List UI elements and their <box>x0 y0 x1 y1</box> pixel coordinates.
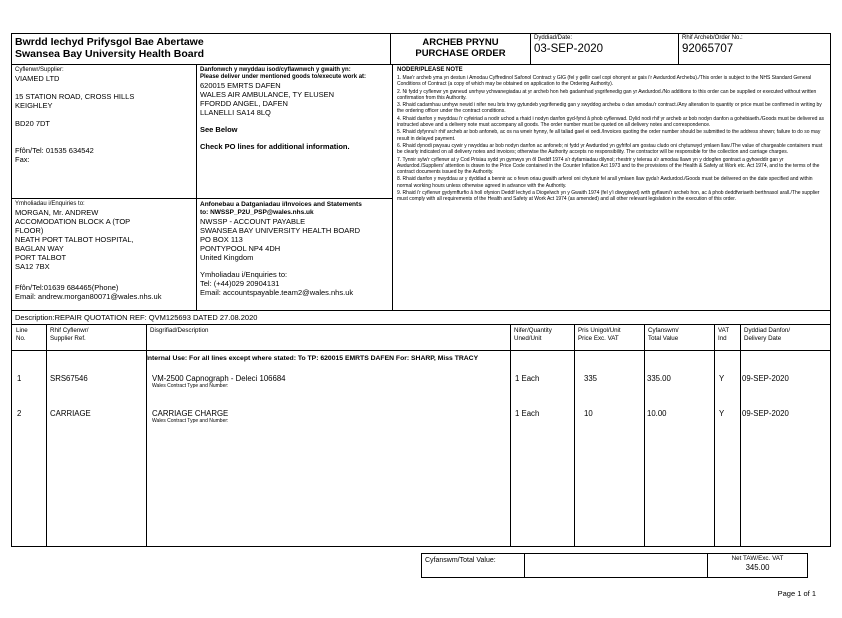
invoices-tel: Tel: (+44)029 20904131 <box>200 279 280 288</box>
row-quantity: 1 Each <box>515 374 540 383</box>
row-unit-price: 335 <box>584 374 598 383</box>
enquiries-address-line: FLOOR) <box>15 226 44 235</box>
delivery-po-lines-note: Check PO lines for additional information. <box>200 142 350 151</box>
net-total-value: 345.00 <box>745 563 770 572</box>
enquiries-label: Ymholiadau i/Enquiries to: <box>15 201 85 207</box>
description-row: Description:REPAIR QUOTATION REF: QVM125693 DATED 27.08.2020 <box>12 310 830 324</box>
table-header-row <box>12 325 830 350</box>
row-line-no: 2 <box>17 409 22 418</box>
header-vat-ind: VAT Ind <box>718 327 730 342</box>
terms-clause: 7. Tynnir sylw'r cyflenwr at y Cod Prisiau sydd yn gymwys yn ôl Deddf 1974 a'r dyfarniadau dilynol; rhestrir y telerau a'r amodau llawn yn y ddogfen gontract a gyhoeddir gan yr Awdurdod./Suppliers' attention is drawn to the Price Code contained in the Counter Inflation Act 1973 and to the provisions of the Health & Safety at Work etc. Act 1974, and to the terms of the contract documents issued by the Authority. <box>397 156 820 176</box>
row-vat-ind: Y <box>719 409 725 418</box>
middle-column <box>196 65 392 310</box>
left-column <box>12 65 196 310</box>
terms-clause: 8. Rhaid danfon y nwyddau ar y dyddiad a bennir ac o fewn oriau gwaith arferol oni chytunir fel arall ymlaen llaw gyda'r Awdurdod./Goods must be delivered on the date specified and within normal working hours unless otherwise agreed in advance with the Authority. <box>397 176 813 189</box>
order-date-label: Dyddiad/Date: <box>534 35 573 41</box>
doc-title-welsh: ARCHEB PRYNU <box>422 37 499 48</box>
org-name-welsh: Bwrdd Iechyd Prifysgol Bae Abertawe <box>15 36 204 48</box>
supplier-fax: Fax: <box>15 155 30 164</box>
row-contract-note: Wales Contract Type and Number: <box>152 383 229 389</box>
order-number-cell <box>678 34 830 64</box>
org-name-english: Swansea Bay University Health Board <box>15 48 205 60</box>
row-supplier-ref: SRS67546 <box>50 374 88 383</box>
header-unit-price: Pris Unigol/Unit Price Exc. VAT <box>578 327 621 342</box>
delivery-section <box>197 65 392 199</box>
order-date-cell <box>530 34 678 64</box>
invoices-label-line1: Anfonebau a Datganiadau i/Invoices and Statements <box>200 201 362 208</box>
row-description-text: CARRIAGE CHARGE <box>152 409 229 418</box>
delivery-label-welsh: Danfonwch y nwyddau isod/cyflawnwch y gwaith yn: <box>200 67 351 73</box>
enquiries-address-line: PORT TALBOT <box>15 253 67 262</box>
supplier-section <box>12 65 196 199</box>
enquiries-email: Email: andrew.morgan80071@wales.nhs.uk <box>15 292 162 301</box>
invoices-country: United Kingdom <box>200 253 254 262</box>
net-total-cell <box>707 554 807 577</box>
doc-title-cell <box>390 34 530 64</box>
delivery-label-english: Please deliver under mentioned goods to/execute work at: <box>200 74 367 80</box>
table-row <box>12 409 830 424</box>
table-body <box>12 350 830 546</box>
terms-clause: 1. Mae'r archeb yma yn destun i Amodau Cyffredinol Safonol Contract y GIG (fel y gellir cael copi ohonynt ar gais i'r Awdurdod Archebu)./This order is subject to the NHS Standard General Conditions of Contract (a copy of which may be obtained on application to the Ordering Authority). <box>397 75 812 88</box>
supplier-phone: Ffôn/Tel: 01535 634542 <box>15 146 94 155</box>
row-total-value: 335.00 <box>647 374 671 383</box>
header-supplier-ref: Rhif Cyflenwr/ Supplier Ref. <box>50 327 89 342</box>
terms-list <box>397 75 826 203</box>
internal-use-note: Internal Use: For all lines except where stated: To TP: 620015 EMRTS DAFEN For: SHARP, Miss TRACY <box>146 355 479 362</box>
row-contract-note: Wales Contract Type and Number: <box>152 418 229 424</box>
page-number: Page 1 of 1 <box>777 589 816 598</box>
enquiries-phone: Ffôn/Tel:01639 684465(Phone) <box>15 283 119 292</box>
org-name-cell <box>12 34 390 64</box>
terms-clause: 9. Rhaid i'r cyflenwr gydymffurfio â holl ofynion Deddf Iechyd a Diogelwch yn y Gwaith 1974 (fel y'i diwygiwyd) wrth gyflawni'r archeb hon, ac â phob deddfwriaeth berthnasol arall./The supplier must comply with all requirements of the Health and Safety at Work Act 1974 (as amended) and all other relevant legislation in the execution of this order. <box>397 190 820 203</box>
order-number-label: Rhif Archeb/Order No.: <box>682 35 743 41</box>
supplier-name: VIAMED LTD <box>15 74 60 83</box>
row-unit-price: 10 <box>584 409 593 418</box>
header-delivery-date: Dyddiad Danfon/ Delivery Date <box>744 327 791 342</box>
terms-clause: 3. Rhaid cadarnhau unrhyw newid i nifer neu bris trwy gytundeb ysgrifenedig gan y swyddog archebu o dan amodau'r contract./Any alteration to quantity or price must be confirmed in writing by the ordering officer under the contract conditions. <box>397 102 822 115</box>
supplier-address-line <box>15 83 193 92</box>
delivery-address-line: LLANELLI SA14 8LQ <box>200 108 271 117</box>
header-description: Disgrifiad/Description <box>150 327 209 334</box>
enquiries-postcode: SA12 7BX <box>15 262 50 271</box>
enquiries-address-line: ACCOMODATION BLOCK A (TOP <box>15 217 131 226</box>
supplier-address-line <box>15 110 193 119</box>
row-description-text: VM-2500 Capnograph - Deleci 106684 <box>152 374 286 383</box>
enquiries-address-line: NEATH PORT TALBOT HOSPITAL, <box>15 235 134 244</box>
totals-blank-cell <box>524 554 707 577</box>
invoices-address-line: PO BOX 113 <box>200 235 243 244</box>
invoices-address-line: NWSSP - ACCOUNT PAYABLE <box>200 217 306 226</box>
invoices-email: Email: accountspayable.team2@wales.nhs.uk <box>200 288 354 297</box>
net-total-label: Net TAW/Exc. VAT <box>731 555 784 562</box>
terms-clause: 2. Ni fydd y cyflenwr yn gwneud unrhyw ychwanegiadau at yr archeb hon heb gadarnhad ysgrifenedig gan yr Awdurdod./No additions to this order can be supplied or executed without written confirmation from this Authority. <box>397 88 817 101</box>
invoices-address-line: SWANSEA BAY UNIVERSITY HEALTH BOARD <box>200 226 361 235</box>
header-total-value: Cyfanswm/ Total Value <box>648 327 679 342</box>
invoices-label-line2: to: NWSSP_P2U_PSP@wales.nhs.uk <box>200 209 314 216</box>
order-number-value: 92065707 <box>682 43 734 55</box>
row-supplier-ref: CARRIAGE <box>50 409 91 418</box>
table-row <box>12 374 830 389</box>
row-description <box>146 409 510 424</box>
row-description <box>146 374 510 389</box>
header-quantity: Nifer/Quantity Uned/Unit <box>514 327 552 342</box>
purchase-order-document <box>11 33 831 547</box>
enquiries-section <box>12 199 196 310</box>
invoices-address-line: PONTYPOOL NP4 4DH <box>200 244 281 253</box>
totals-strip <box>421 553 808 578</box>
doc-title-english: PURCHASE ORDER <box>415 48 506 59</box>
supplier-label: Cyflenwr/Supplier: <box>15 67 64 73</box>
row-total-value: 10.00 <box>647 409 667 418</box>
invoices-enquiries-label: Ymholiadau i/Enquiries to: <box>200 270 288 279</box>
terms-clause: 4. Rhaid danfon y nwyddau i'r cyfeiriad a nodir uchod a rhaid i nodyn danfon gyd-fynd â phob cyflenwad. Dylid nodi rhif yr archeb ar bob nodyn danfon a gohebiaeth./Goods must be delivered as instructed above and a delivery note must accompany all goods. The order number must be quoted on all delivery notes and correspondence. <box>397 115 825 129</box>
internal-use-row <box>12 355 830 363</box>
terms-heading: NODER/PLEASE NOTE <box>397 67 463 73</box>
invoices-section <box>197 199 392 310</box>
delivery-address-line: WALES AIR AMBULANCE, TY ELUSEN <box>200 90 335 99</box>
row-delivery-date: 09-SEP-2020 <box>742 409 789 418</box>
terms-clause: 5. Rhaid dyfynnu'r rhif archeb ar bob anfoneb, ac os na wneir hynny, fe all taliad gael ei oedi./Invoices quoting the order number should be submitted to the address shown; failure to do so may result in delayed payment. <box>397 129 821 142</box>
delivery-address-line: 620015 EMRTS DAFEN <box>200 81 281 90</box>
delivery-address-line: FFORDD ANGEL, DAFEN <box>200 99 288 108</box>
row-vat-ind: Y <box>719 374 725 383</box>
supplier-address-line: 15 STATION ROAD, CROSS HILLS <box>15 92 135 101</box>
table-header <box>12 324 830 350</box>
delivery-see-below: See Below <box>200 125 238 134</box>
supplier-address-line: KEIGHLEY <box>15 101 53 110</box>
header-line-no: Line No. <box>16 327 28 342</box>
header-row <box>12 34 830 64</box>
row-line-no: 1 <box>17 374 22 383</box>
address-band <box>12 64 830 310</box>
total-value-label: Cyfanswm/Total Value: <box>425 557 496 564</box>
order-date-value: 03-SEP-2020 <box>534 43 604 55</box>
row-quantity: 1 Each <box>515 409 540 418</box>
terms-section <box>392 65 830 310</box>
enquiries-contact-name: MORGAN, Mr. ANDREW <box>15 208 99 217</box>
enquiries-address-line: BAGLAN WAY <box>15 244 64 253</box>
row-delivery-date: 09-SEP-2020 <box>742 374 789 383</box>
supplier-postcode: BD20 7DT <box>15 119 51 128</box>
terms-clause: 6. Rhaid dynodi pwysau cywir y nwyddau ar bob nodyn danfon ac anfoneb; ni fydd yr Awdurdod yn gyfrifol am gostau cludo oni chytunwyd ymlaen llaw./The value of chargeable containers must be clearly indicated on all delivery notes and invoices; otherwise the Authority accepts no responsibility. The contractor will be responsible for the collection and carriage charges. <box>397 142 823 156</box>
